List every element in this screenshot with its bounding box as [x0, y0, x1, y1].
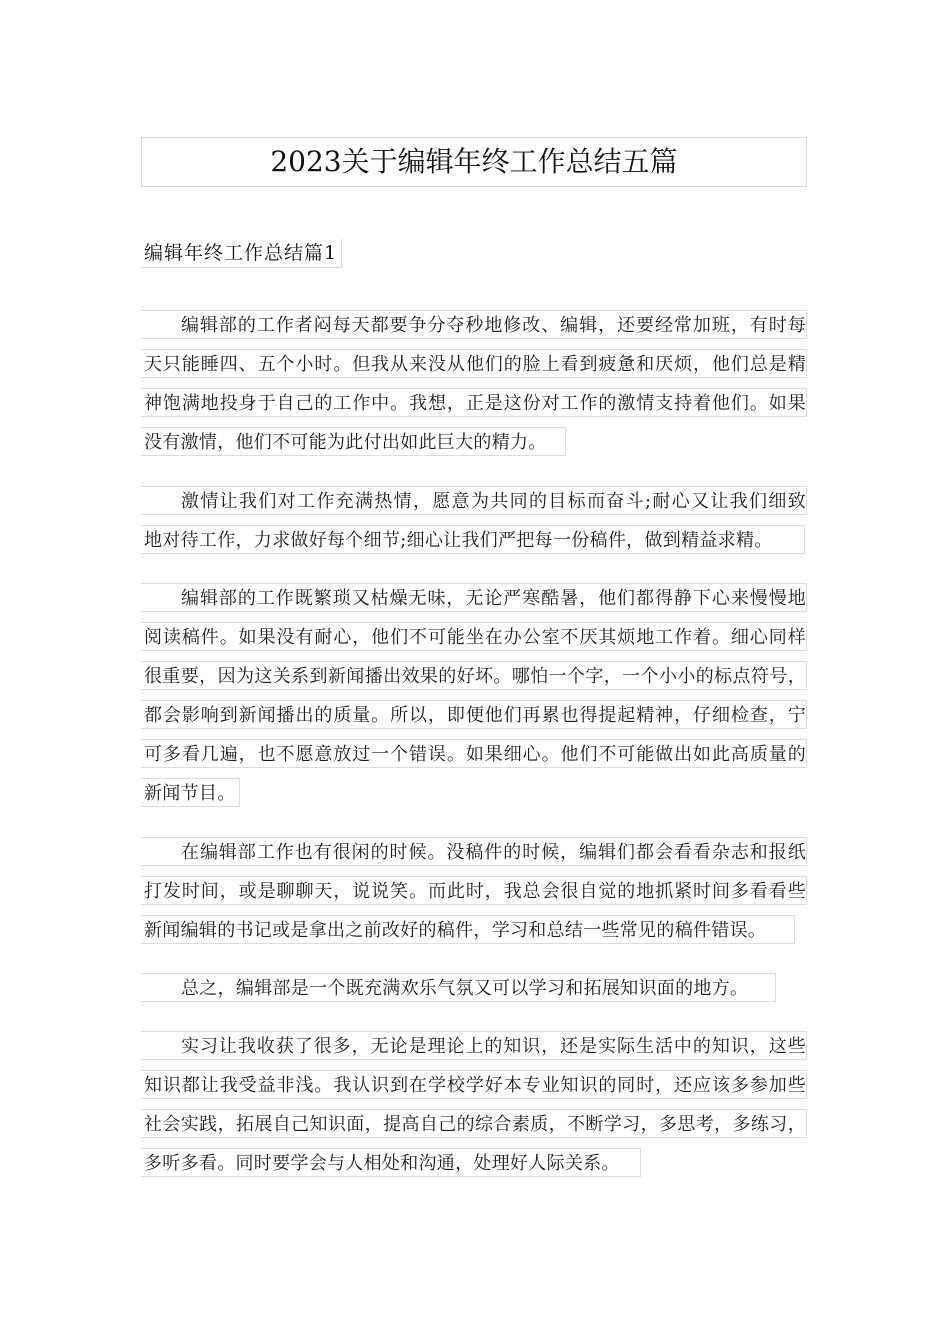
- paragraph-line: 都会影响到新闻播出的质量。所以，即便他们再累也得提起精神，仔细检查，宁: [141, 700, 807, 729]
- paragraph-line: 地对待工作，力求做好每个细节;细心让我们严把每一份稿件，做到精益求精。: [141, 525, 805, 554]
- paragraph-line: 编辑部的工作者闷每天都要争分夺秒地修改、编辑，还要经常加班，有时每: [141, 310, 807, 339]
- section-heading: 编辑年终工作总结篇1: [141, 239, 342, 268]
- paragraph-line: 在编辑部工作也有很闲的时候。没稿件的时候，编辑们都会看看杂志和报纸: [141, 837, 807, 866]
- paragraph-line: 知识都让我受益非浅。我认识到在学校学好本专业知识的同时，还应该多参加些: [141, 1070, 807, 1099]
- paragraph-line: 多听多看。同时要学会与人相处和沟通，处理好人际关系。: [141, 1148, 641, 1177]
- paragraph-line: 总之，编辑部是一个既充满欢乐气氛又可以学习和拓展知识面的地方。: [141, 973, 776, 1002]
- paragraph-1: [141, 310, 807, 470]
- paragraph-line: 实习让我收获了很多，无论是理论上的知识，还是实际生活中的知识，这些: [141, 1031, 807, 1060]
- document-title: 2023关于编辑年终工作总结五篇: [141, 137, 807, 187]
- paragraph-line: 很重要，因为这关系到新闻播出效果的好坏。哪怕一个字，一个小小的标点符号，: [141, 661, 807, 690]
- paragraph-line: 编辑部的工作既繁琐又枯燥无味，无论严寒酷暑，他们都得静下心来慢慢地: [141, 583, 807, 612]
- paragraph-line: 阅读稿件。如果没有耐心，他们不可能坐在办公室不厌其烦地工作着。细心同样: [141, 622, 807, 651]
- paragraph-3: [141, 583, 807, 821]
- paragraph-line: 天只能睡四、五个小时。但我从来没从他们的脸上看到疲惫和厌烦，他们总是精: [141, 349, 807, 378]
- paragraph-line: 神饱满地投身于自己的工作中。我想，正是这份对工作的激情支持着他们。如果: [141, 388, 807, 417]
- paragraph-6: [141, 1031, 807, 1191]
- paragraph-line: 打发时间，或是聊聊天，说说笑。而此时，我总会很自觉的地抓紧时间多看看些: [141, 876, 807, 905]
- paragraph-line: 可多看几遍，也不愿意放过一个错误。如果细心。他们不可能做出如此高质量的: [141, 739, 807, 768]
- paragraph-line: 没有激情，他们不可能为此付出如此巨大的精力。: [141, 427, 566, 456]
- paragraph-line: 激情让我们对工作充满热情，愿意为共同的目标而奋斗;耐心又让我们细致: [141, 486, 807, 515]
- paragraph-4: [141, 837, 807, 958]
- paragraph-line: 新闻节目。: [141, 778, 240, 807]
- paragraph-5: [141, 973, 807, 1016]
- paragraph-line: 新闻编辑的书记或是拿出之前改好的稿件，学习和总结一些常见的稿件错误。: [141, 915, 795, 944]
- paragraph-2: [141, 486, 807, 568]
- paragraph-line: 社会实践，拓展自己知识面，提高自己的综合素质，不断学习，多思考，多练习，: [141, 1109, 807, 1138]
